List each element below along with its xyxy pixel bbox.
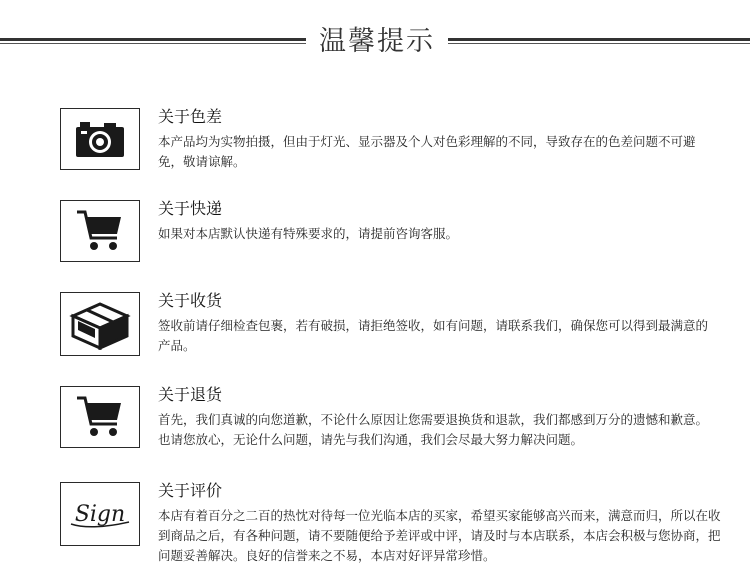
notice-title: 关于评价 [158, 481, 223, 500]
notice-description: 本产品均为实物拍摄，但由于灯光、显示器及个人对色彩理解的不同，导致存在的色差问题不可避免，敬请谅解。 [158, 134, 696, 169]
camera-icon [60, 108, 140, 170]
notice-description: 签收前请仔细检查包裹，若有破损，请拒绝签收，如有问题，请联系我们，确保您可以得到最满意的产品。 [158, 318, 709, 353]
header-rule-left [0, 38, 306, 45]
signature-text: Sign [74, 502, 126, 527]
notice-title: 关于快递 [158, 199, 223, 218]
notice-title: 关于退货 [158, 385, 223, 404]
signature-icon [60, 482, 140, 546]
notice-title: 关于色差 [158, 107, 223, 126]
notice-description: 首先，我们真诚的向您道歉，不论什么原因让您需要退换货和退款，我们都感到万分的遗憾和歉意。也请您放心，无论什么问题，请先与我们沟通，我们会尽最大努力解决问题。 [158, 412, 709, 447]
page-title: 温馨提示 [319, 26, 435, 57]
cart-icon [60, 386, 140, 448]
header [0, 18, 750, 68]
cart-icon [60, 200, 140, 262]
notice-description: 本店有着百分之二百的热忱对待每一位光临本店的买家，希望买家能够高兴而来，满意而归，所以在收到商品之后，有各种问题，请不要随便给予差评或中评，请及时与本店联系，本店会积极与您协商，把问题妥善解决。良好的信誉来之不易，本店对好评异常珍惜。 [158, 508, 721, 563]
notice-description: 如果对本店默认快递有特殊要求的，请提前咨询客服。 [158, 226, 459, 241]
notice-title: 关于收货 [158, 291, 223, 310]
box-icon [60, 292, 140, 356]
header-rule-right [448, 38, 750, 45]
